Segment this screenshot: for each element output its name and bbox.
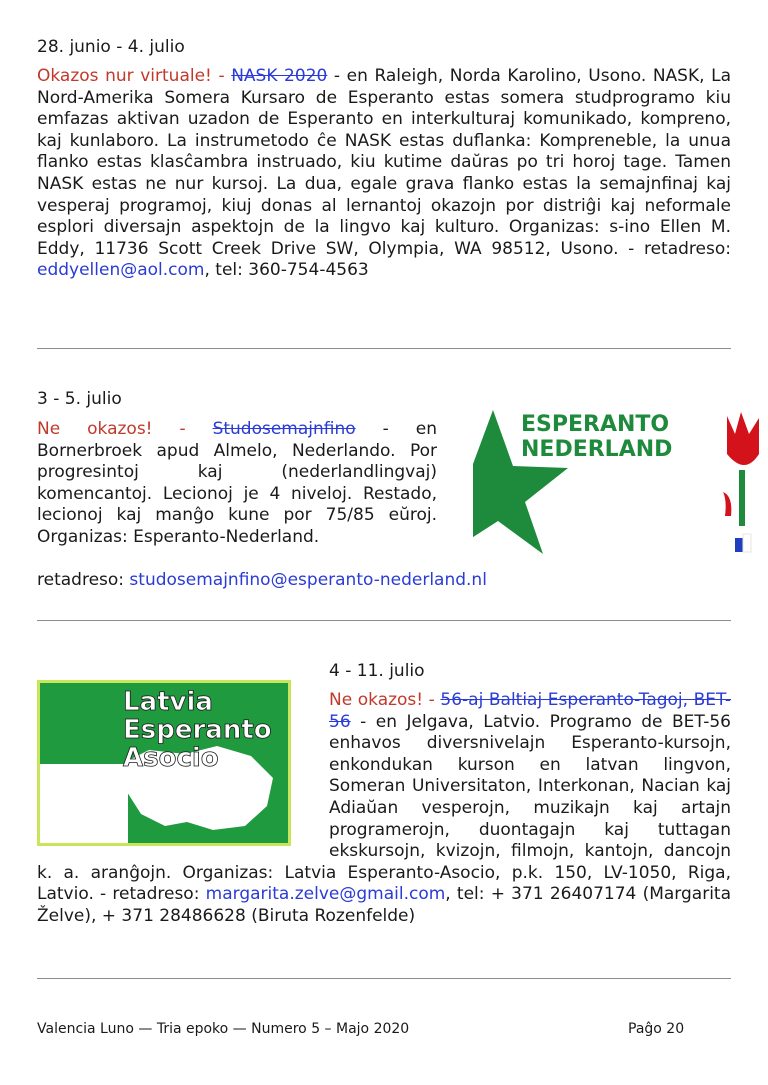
event-description xyxy=(37,419,437,549)
event-contact: , tel: + 371 26407174 (Margarita Želve), + 371 28486628 (Biruta Rozenfelde) xyxy=(37,884,731,926)
esperanto-nederland-logo xyxy=(473,404,768,564)
logo-line-3: Asocio xyxy=(123,743,219,773)
email-link[interactable]: margarita.zelve@gmail.com xyxy=(205,884,446,905)
divider xyxy=(37,620,731,621)
footer-publication: Valencia Luno — Tria epoko — Numero 5 – Majo 2020 xyxy=(37,1021,410,1037)
event-name-link[interactable]: 56-aj Baltiaj Esperanto-Tagoj, BET-56 xyxy=(329,690,731,732)
event-dash: - xyxy=(423,690,441,710)
divider xyxy=(37,348,731,349)
footer-page-number: Paĝo 20 xyxy=(628,1021,685,1037)
event-description xyxy=(37,66,731,282)
event-name-link[interactable]: Studosemajnfino xyxy=(212,419,356,439)
logo-line-1: Latvia xyxy=(123,687,213,717)
event-name-link[interactable]: NASK 2020 xyxy=(231,66,328,86)
logo-line-2: NEDERLAND xyxy=(521,437,673,462)
event-status: Okazos nur virtuale! xyxy=(37,66,212,86)
tulip-icon xyxy=(723,412,759,552)
email-label: retadreso: xyxy=(37,570,130,590)
email-link[interactable]: eddyellen@aol.com xyxy=(37,260,205,281)
event-contact: , tel: 360-754-4563 xyxy=(204,260,369,281)
event-text: - en Bornerbroek apud Almelo, Nederlando. Por progresintoj kaj (nederlandlingvaj) komencantoj. Lecionoj je 4 niveloj. Restado, lecionoj kaj manĝo kune por 75/85 eŭroj. Organizas: Esperanto-Nederland. xyxy=(37,419,437,547)
logo-line-1: ESPERANTO xyxy=(521,412,670,437)
event-dash: - xyxy=(152,419,213,439)
event-status: Ne okazos! xyxy=(329,690,424,710)
event-text: - en Jelgava, Latvio. Programo de BET-56 enhavos diversnivelajn Esperanto-kursojn, enkondukan kurson en latvan lingvon, Someran Universitaton, Interkonan, Nacian kaj Adiaŭan vesperojn, muzikajn kaj artajn programerojn, duontagajn kaj tuttagan ekskursojn, kvizojn, filmojn, kantojn, dancojn k. a. aranĝojn. Organizas: Latvia Esperanto-Asocio, p.k. 150, LV-1050, Riga, Latvio. - retadreso: xyxy=(37,711,731,905)
event-description xyxy=(37,690,731,928)
event-date: 4 - 11. julio xyxy=(329,661,425,681)
event-dash: - xyxy=(211,66,232,86)
event-email-line xyxy=(37,570,731,592)
event-date: 3 - 5. julio xyxy=(37,389,122,409)
divider xyxy=(37,978,731,979)
logo-line-2: Esperanto xyxy=(123,715,272,745)
event-date: 28. junio - 4. julio xyxy=(37,37,185,57)
event-status: Ne okazos! xyxy=(37,419,153,439)
email-link[interactable]: studosemajnfino@esperanto-nederland.nl xyxy=(129,570,487,590)
event-text: - en Raleigh, Norda Karolino, Usono. NASK, La Nord-Amerika Somera Kursaro de Esperanto estas somera studprogramo kiu emfazas aktivan uzadon de Esperanto en interkulturaj komunikado, kompreno, kaj kunlaboro. La instrumetodo ĉe NASK estas duflanka: Kompreneble, la unua flanko estas klasĉambra instruado, kiu kutime daŭras po tri horoj tage. Tamen NASK estas ne nur kursoj. La dua, egale grava flanko estas la semajnfinaj kaj vesperaj programoj, kiuj donas al lernantoj okazojn por distriĝi kaj neformale esplori diversajn aspektojn de la lingvo kaj kulturo. Organizas: s-ino Ellen M. Eddy, 11736 Scott Creek Drive SW, Olympia, WA 98512, Usono. - retadreso: xyxy=(37,66,732,259)
